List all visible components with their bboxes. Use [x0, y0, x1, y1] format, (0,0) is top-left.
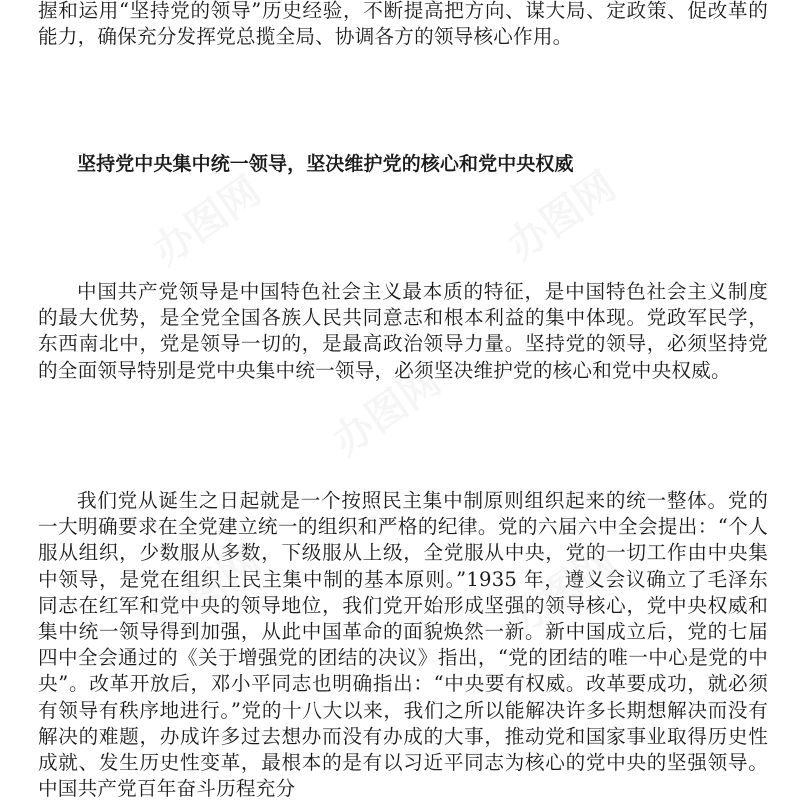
watermark: 办图网 [324, 358, 450, 465]
body-paragraph-two: 中国共产党领导是中国特色社会主义最本质的特征，是中国特色社会主义制度的最大优势，是全党全国各族人民共同意志和根本利益的集中体现。党政军民学，东西南北中，党是领导一切的，是最高政治领导力量。坚持党的领导，必须坚持党的全面领导特别是党中央集中统一领导，必须坚决维护党的核心和党中央权威。 [38, 280, 768, 382]
watermark: 办图网 [144, 538, 270, 645]
watermark: 办图网 [499, 538, 625, 645]
watermark: 办图网 [499, 163, 625, 270]
section-heading: 坚持党中央集中统一领导，坚决维护党的核心和党中央权威 [77, 153, 574, 175]
body-paragraph-three: 我们党从诞生之日起就是一个按照民主集中制原则组织起来的统一整体。党的一大明确要求在全党建立统一的组织和严格的纪律。党的六届六中全会提出：“个人服从组织，少数服从多数，下级服从上级，全党服从中央，党的一切工作由中央集中领导，是党在组织上民主集中制的基本原则。”1935 年，遵义会议确立了毛泽东同志在红军和党中央的领导地位，我们党开始形成坚强的领导核心，党中央权威和集中统一领导得到加强，从此中国革命的面貌焕然一新。新中国成立后，党的七届四中全会通过的《关于增强党的团结的决议》指出，“党的团结的唯一中心是党的中央”。改革开放后，邓小平同志也明确指出：“中央要有权威。改革要成功，就必须有领导有秩序地进行。”党的十八大以来，我们之所以能解决许多长期想解决而没有解决的难题，办成许多过去想办而没有办成的大事，推动党和国家事业取得历史性成就、发生历史性变革，最根本的是有以习近平同志为核心的党中央的坚强领导。中国共产党百年奋斗历程充分 [38, 489, 768, 800]
watermark: 办图网 [144, 168, 270, 275]
intro-paragraph: 握和运用“坚持党的领导”历史经验，不断提高把方向、谋大局、定政策、促改革的能力，确保充分发挥党总揽全局、协调各方的领导核心作用。 [38, 0, 768, 49]
